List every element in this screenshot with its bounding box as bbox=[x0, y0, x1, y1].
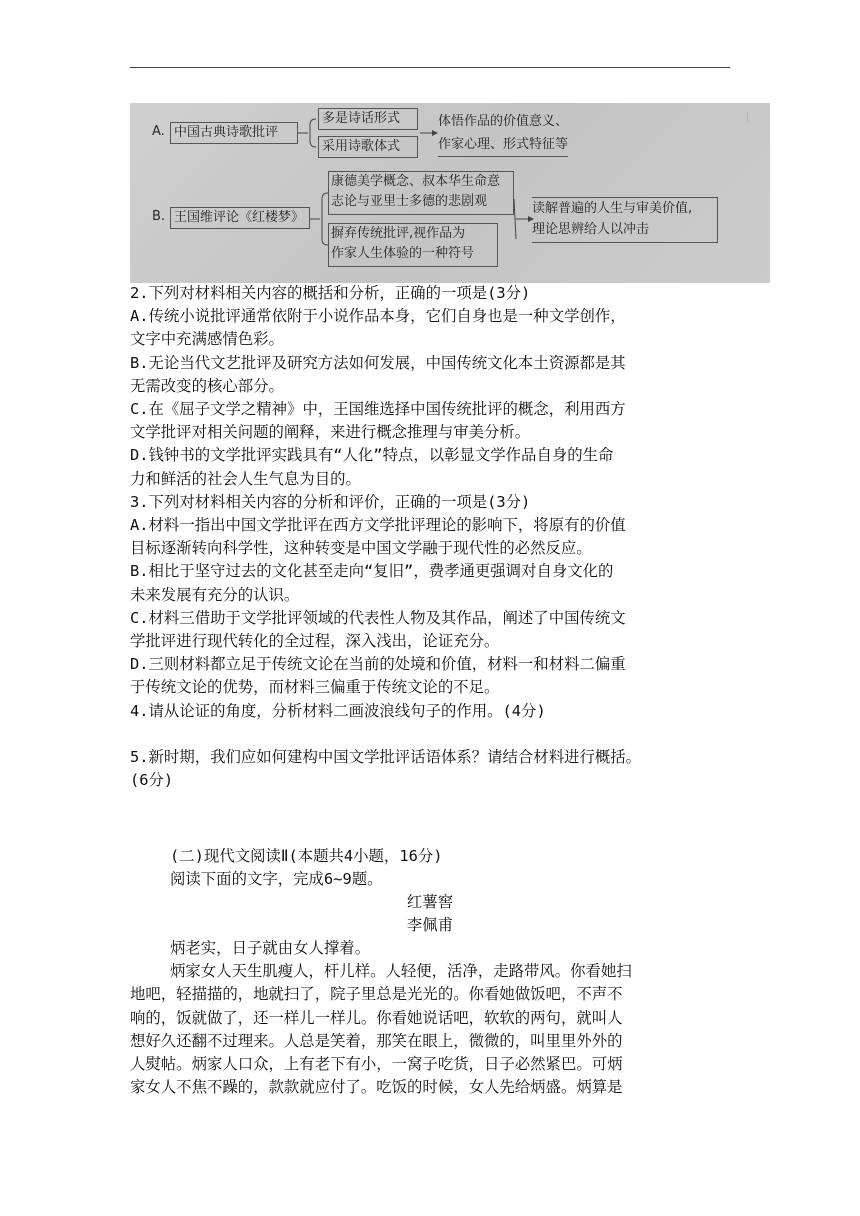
q3-option-d-line-2: 于传统文论的优势，而材料三偏重于传统文论的不足。 bbox=[130, 678, 500, 697]
story-title: 红薯窖 bbox=[406, 893, 454, 911]
b-result-line-2: 理论思辨给人以冲击 bbox=[532, 222, 650, 237]
q2-stem: 2.下列对材料相关内容的概括和分析，正确的一项是(3分) bbox=[130, 284, 531, 302]
q2-option-b-line-2: 无需改变的核心部分。 bbox=[130, 376, 284, 395]
a-result-line-2: 作家心理、形式特征等 bbox=[438, 134, 568, 157]
b-source-box: 王国维评论《红楼梦》 bbox=[170, 207, 310, 229]
q4-stem: 4.请从论证的角度，分析材料二画波浪线句子的作用。(4分) bbox=[130, 701, 546, 720]
a-source-box: 中国古典诗歌批评 bbox=[170, 122, 298, 144]
option-a-label: A. bbox=[152, 124, 165, 139]
a-branch-1-box: 多是诗话形式 bbox=[318, 108, 418, 130]
story-author: 李佩甫 bbox=[406, 916, 454, 934]
option-b-label: B. bbox=[152, 209, 166, 224]
scanned-flowchart-figure bbox=[130, 103, 770, 283]
q2-option-b-line-1: B.无论当代文艺批评及研究方法如何发展，中国传统文化本土资源都是其 bbox=[130, 353, 626, 372]
q2-option-c-line-2: 文学批评对相关问题的阐释，来进行概念推理与审美分析。 bbox=[130, 423, 531, 442]
q2-option-d-line-1: D.钱钟书的文学批评实践具有“人化”特点，以彰显文学作品自身的生命 bbox=[130, 446, 614, 465]
bleed-through-text: 〡 bbox=[742, 111, 753, 124]
q2-option-a-line-2: 文字中充满感情色彩。 bbox=[130, 330, 284, 349]
q3-option-c-line-2: 学批评进行现代转化的全过程，深入浅出，论证充分。 bbox=[130, 632, 500, 651]
section-heading-block bbox=[170, 845, 443, 891]
b-result-line-1: 读解普遍的人生与审美价值, bbox=[532, 201, 693, 216]
a-result-line-1: 体悟作品的价值意义、 bbox=[438, 114, 569, 129]
b-branch-2-line-2: 作家人生体验的一种符号 bbox=[331, 246, 475, 261]
story-paragraph-2-line-5: 人熨帖。炳家人口众，上有老下有小，一窝子吃货，日子必然紧巴。可炳 bbox=[130, 1055, 623, 1074]
story-paragraph-2-line-2: 地吧，轻描描的，地就扫了，院子里总是光光的。你看她做饭吧，不声不 bbox=[130, 985, 623, 1004]
q2-option-d-line-2: 力和鲜活的社会人生气息为目的。 bbox=[130, 469, 361, 488]
b-branch-2-line-1: 摒弃传统批评,视作品为 bbox=[331, 226, 466, 241]
b-branch-2-box bbox=[328, 223, 498, 267]
section-instruction: 阅读下面的文字，完成6~9题。 bbox=[170, 870, 383, 889]
q3-option-a-line-2: 目标逐渐转向科学性，这种转变是中国文学融于现代性的必然反应。 bbox=[130, 539, 592, 558]
b-branch-1-line-1: 康德美学概念、叔本华生命意 bbox=[331, 174, 501, 189]
story-paragraph-2-line-3: 响的，饭就做了，还一样儿一样儿。你看她说话吧，软软的两句，就叫人 bbox=[130, 1008, 623, 1027]
a-branch-2-box: 采用诗歌体式 bbox=[318, 136, 418, 158]
story-paragraph-2-line-6: 家女人不焦不躁的，款款就应付了。吃饭的时候，女人先给炳盛。炳算是 bbox=[130, 1078, 623, 1097]
b-branch-1-line-2: 志论与亚里士多德的悲剧观 bbox=[331, 194, 488, 209]
q5-stem-line-1: 5.新时期，我们应如何建构中国文学批评话语体系？请结合材料进行概括。 bbox=[130, 748, 642, 767]
header-rule bbox=[130, 67, 730, 68]
b-branch-1-box bbox=[328, 171, 514, 215]
q5-stem-line-2: (6分) bbox=[130, 771, 174, 790]
q3-option-c-line-1: C.材料三借助于文学批评领域的代表性人物及其作品，阐述了中国传统文 bbox=[130, 608, 626, 627]
q2-option-a-line-1: A.传统小说批评通常依附于小说作品本身，它们自身也是一种文学创作， bbox=[130, 307, 626, 326]
story-paragraph-1: 炳老实，日子就由女人撑着。 bbox=[170, 939, 371, 957]
q2-option-c-line-1: C.在《屈子文学之精神》中，王国维选择中国传统批评的概念，利用西方 bbox=[130, 400, 626, 419]
q3-option-b-line-2: 未来发展有充分的认识。 bbox=[130, 585, 300, 604]
story-paragraph-2-line-4: 想好久还翻不过理来。人总是笑着，那笑在眼上，微微的，叫里里外外的 bbox=[130, 1031, 623, 1050]
q3-option-d-line-1: D.三则材料都立足于传统文论在当前的处境和价值，材料一和材料二偏重 bbox=[130, 655, 626, 674]
section-heading: (二)现代文阅读Ⅱ(本题共4小题，16分) bbox=[170, 847, 443, 865]
q3-stem: 3.下列对材料相关内容的分析和评价，正确的一项是(3分) bbox=[130, 492, 531, 511]
blank-gap bbox=[130, 723, 740, 746]
story-paragraph-2-line-1: 炳家女人天生肌瘦人，杆儿样。人轻便，活净，走路带风。你看她扫 bbox=[170, 962, 632, 981]
b-result-box bbox=[532, 197, 718, 243]
story-body bbox=[130, 937, 742, 1099]
question-block bbox=[130, 282, 740, 792]
q3-option-a-line-1: A.材料一指出中国文学批评在西方文学批评理论的影响下，将原有的价值 bbox=[130, 516, 626, 535]
q3-option-b-line-1: B.相比于坚守过去的文化甚至走向“复旧”，费孝通更强调对自身文化的 bbox=[130, 562, 614, 581]
